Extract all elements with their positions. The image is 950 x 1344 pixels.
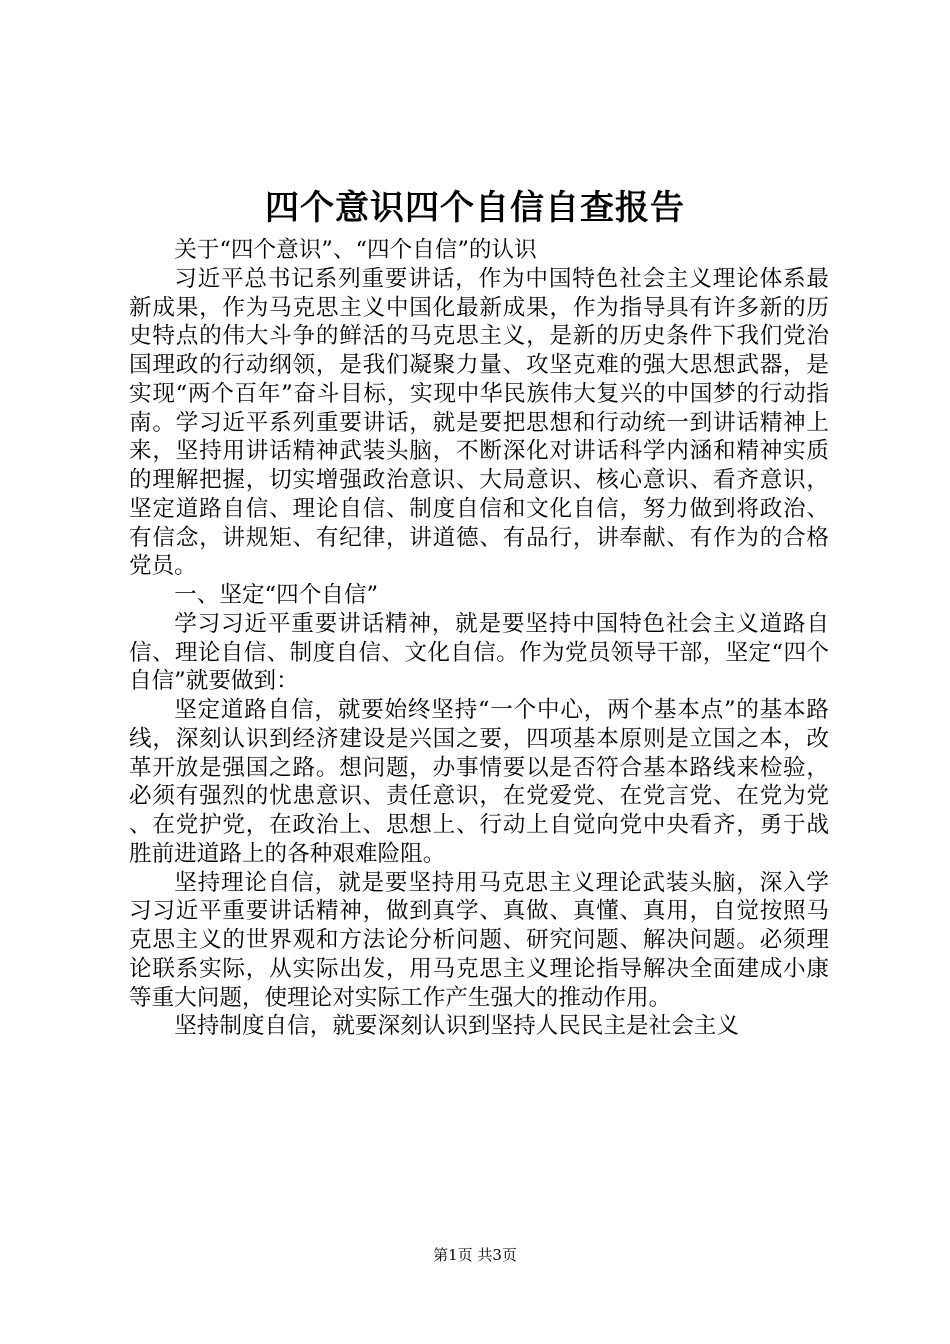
document-body	[129, 236, 829, 1041]
paragraph-speech-overview: 习近平总书记系列重要讲话，作为中国特色社会主义理论体系最新成果，作为马克思主义中国化最新成果，作为指导具有许多新的历史特点的伟大斗争的鲜活的马克思主义，是新的历史条件下我们党治国理政的行动纲领，是我们凝聚力量、攻坚克难的强大思想武器，是实现“两个百年”奋斗目标，实现中华民族伟大复兴的中国梦的行动指南。学习近平系列重要讲话，就是要把思想和行动统一到讲话精神上来，坚持用讲话精神武装头脑，不断深化对讲话科学内涵和精神实质的理解把握，切实增强政治意识、大局意识、核心意识、看齐意识，坚定道路自信、理论自信、制度自信和文化自信，努力做到将政治、有信念，讲规矩、有纪律，讲道德、有品行，讲奉献、有作为的合格党员。	[129, 265, 829, 580]
document-title: 四个意识四个自信自查报告	[265, 188, 685, 228]
paragraph-heading-four-confidences: 一、坚定“四个自信”	[174, 582, 379, 608]
paragraph-theory-confidence: 坚持理论自信，就是要坚持用马克思主义理论武装头脑，深入学习习近平重要讲话精神，做到真学、真做、真懂、真用，自觉按照马克思主义的世界观和方法论分析问题、研究问题、解决问题。必须理论联系实际，从实际出发，用马克思主义理论指导解决全面建成小康等重大问题，使理论对实际工作产生强大的推动作用。	[129, 869, 829, 1011]
paragraph-system-confidence: 坚持制度自信，就要深刻认识到坚持人民民主是社会主义	[174, 1013, 740, 1040]
paragraph-four-confidences-intro: 学习习近平重要讲话精神，就是要坚持中国特色社会主义道路自信、理论自信、制度自信、文化自信。作为党员领导干部，坚定“四个自信”就要做到：	[129, 610, 829, 695]
paragraph-path-confidence: 坚定道路自信，就要始终坚持“一个中心，两个基本点”的基本路线，深刻认识到经济建设是兴国之要，四项基本原则是立国之本，改革开放是强国之路。想问题，办事情要以是否符合基本路线来检验，必须有强烈的忧患意识、责任意识，在党爱党、在党言党、在党为党、在党护党，在政治上、思想上、行动上自觉向党中央看齐，勇于战胜前进道路上的各种艰难险阻。	[129, 697, 829, 867]
page-footer: 第1页 共3页	[433, 1246, 517, 1264]
paragraph-section-heading: 关于“四个意识”、“四个自信”的认识	[174, 237, 537, 263]
